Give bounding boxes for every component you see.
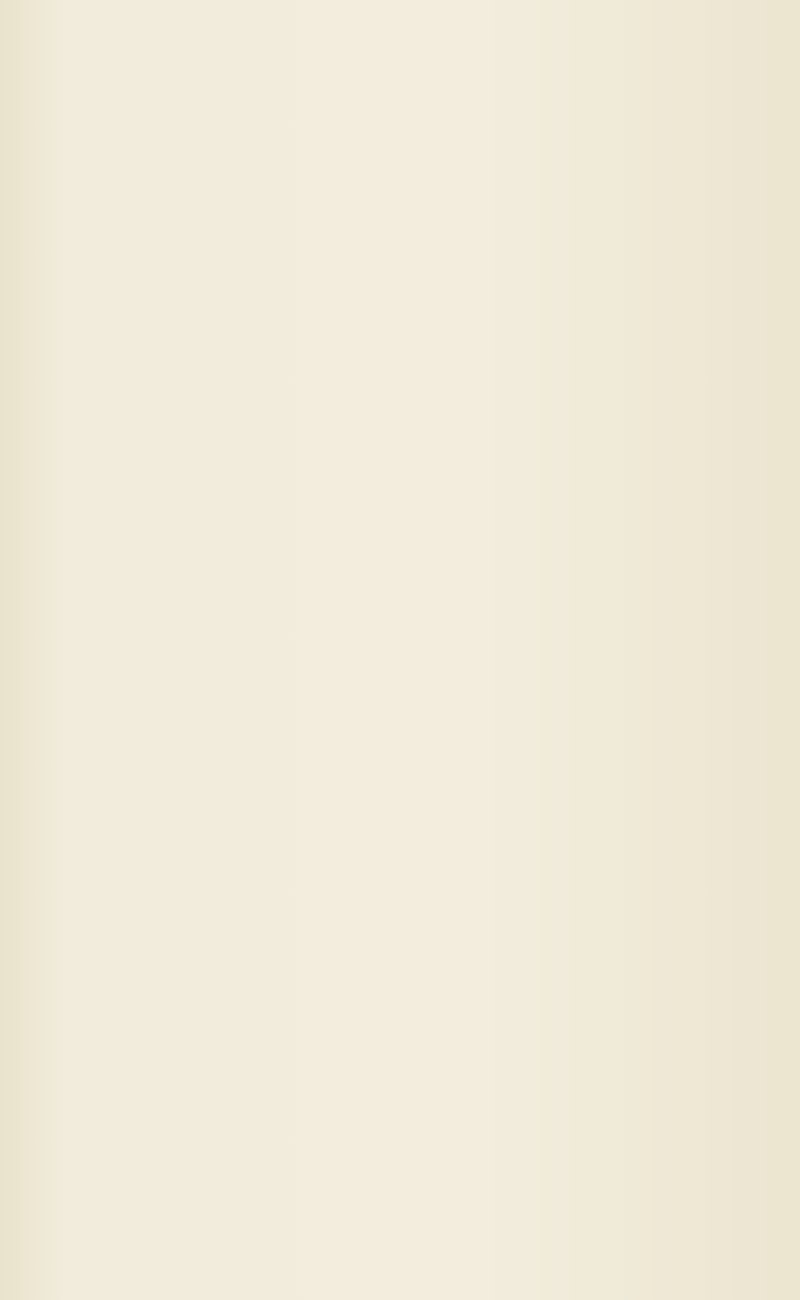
page-body bbox=[52, 58, 790, 163]
section-heading bbox=[52, 100, 790, 155]
running-header bbox=[250, 14, 760, 60]
